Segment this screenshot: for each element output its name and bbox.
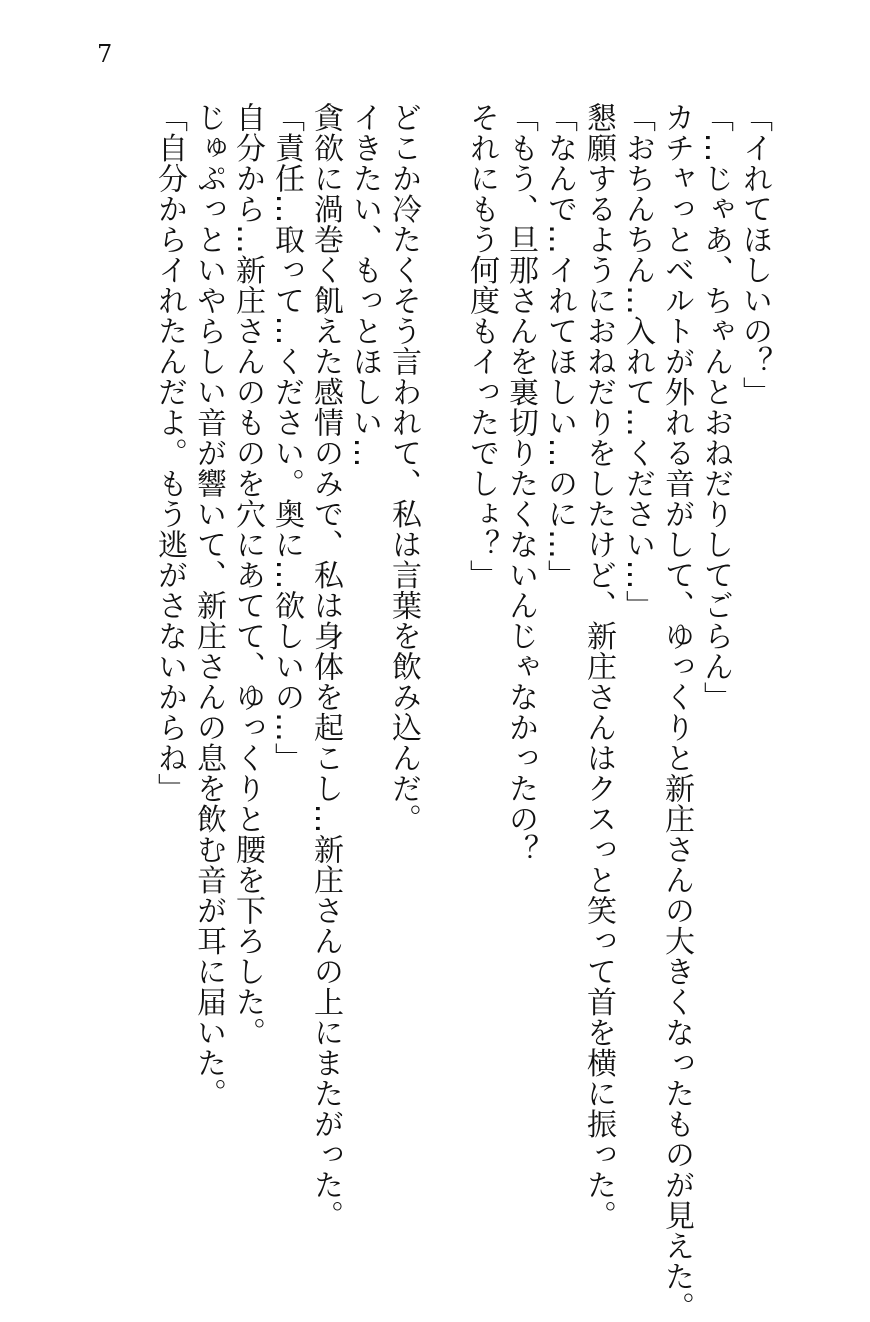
text-line: じゅぷっといやらしい音が響いて、新庄さんの息を飲む音が耳に届いた。 — [191, 102, 226, 1109]
text-line: イきたい、もっとほしい… — [347, 102, 382, 468]
text-line: 「おちんちん…入れて…ください…」 — [620, 102, 655, 621]
text-line: 懇願するようにおねだりをしたけど、新庄さんはクスっと笑って首を横に振った。 — [581, 102, 616, 1231]
text-line: 「責任…取って…ください。奥に…欲しいの…」 — [269, 102, 304, 773]
text-line: 「なんで…イれてほしい…のに…」 — [542, 102, 577, 590]
text-line: 自分から…新庄さんのものを穴にあてて、ゆっくりと腰を下ろした。 — [230, 102, 265, 1048]
text-line: 「イれてほしいの？」 — [737, 102, 772, 407]
text-line: 貪欲に渦巻く飢えた感情のみで、私は身体を起こし…新庄さんの上にまたがった。 — [308, 102, 343, 1231]
text-line: 「…じゃあ、ちゃんとおねだりしてごらん」 — [698, 102, 733, 712]
text-line: どこか冷たくそう言われて、私は言葉を飲み込んだ。 — [386, 102, 421, 834]
text-line: 「もう、旦那さんを裏切りたくないんじゃなかったの？ — [503, 102, 538, 865]
text-line: カチャっとベルトが外れる音がして、ゆっくりと新庄さんの大きくなったものが見えた。 — [659, 102, 694, 1322]
text-line: それにもう何度もイったでしょ？」 — [464, 102, 499, 590]
text-line: 「自分からイれたんだよ。もう逃がさないからね」 — [152, 102, 187, 804]
page-number: 7 — [97, 40, 113, 68]
blank-line — [423, 102, 462, 1112]
vertical-text-block — [150, 102, 774, 1322]
